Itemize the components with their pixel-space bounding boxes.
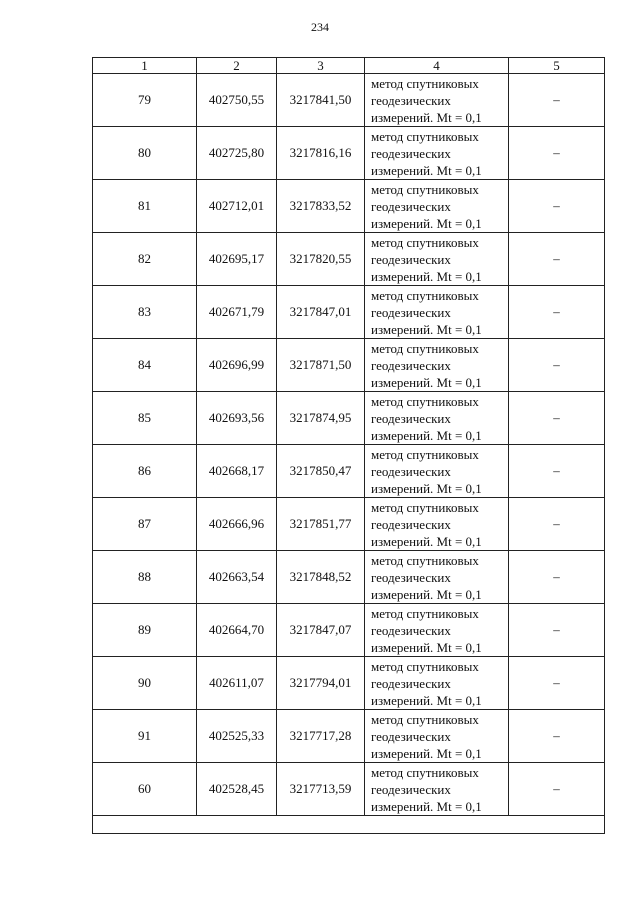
method-line: измерений. Mt = 0,1 [371, 798, 482, 814]
table-row [93, 180, 605, 233]
point-number-cell: 87 [93, 498, 197, 551]
x-coordinate-cell: 402525,33 [197, 710, 277, 763]
x-coordinate-cell: 402668,17 [197, 445, 277, 498]
x-coordinate-cell: 402712,01 [197, 180, 277, 233]
method-line: измерений. Mt = 0,1 [371, 268, 482, 284]
note-cell: – [509, 498, 605, 551]
point-number-cell: 90 [93, 657, 197, 710]
table-row [93, 657, 605, 710]
method-line: метод спутниковых [371, 128, 479, 144]
method-line: геодезических [371, 304, 451, 320]
point-number-cell: 86 [93, 445, 197, 498]
x-coordinate-cell: 402671,79 [197, 286, 277, 339]
table-body [93, 74, 605, 834]
method-cell [365, 339, 509, 392]
method-line: геодезических [371, 569, 451, 585]
y-coordinate-cell: 3217871,50 [277, 339, 365, 392]
method-line: измерений. Mt = 0,1 [371, 586, 482, 602]
note-cell: – [509, 286, 605, 339]
method-line: измерений. Mt = 0,1 [371, 692, 482, 708]
column-header: 2 [197, 58, 277, 74]
method-cell [365, 657, 509, 710]
note-cell: – [509, 551, 605, 604]
coordinates-table [92, 57, 605, 834]
method-line: геодезических [371, 463, 451, 479]
y-coordinate-cell: 3217841,50 [277, 74, 365, 127]
note-cell: – [509, 180, 605, 233]
method-line: геодезических [371, 92, 451, 108]
method-line: метод спутниковых [371, 340, 479, 356]
note-cell: – [509, 445, 605, 498]
table-row [93, 604, 605, 657]
method-line: метод спутниковых [371, 393, 479, 409]
y-coordinate-cell: 3217850,47 [277, 445, 365, 498]
point-number-cell: 81 [93, 180, 197, 233]
column-header: 5 [509, 58, 605, 74]
note-cell: – [509, 233, 605, 286]
method-line: геодезических [371, 198, 451, 214]
method-line: измерений. Mt = 0,1 [371, 215, 482, 231]
table-row [93, 286, 605, 339]
method-cell [365, 286, 509, 339]
x-coordinate-cell: 402693,56 [197, 392, 277, 445]
point-number-cell: 60 [93, 763, 197, 816]
method-line: геодезических [371, 410, 451, 426]
method-line: измерений. Mt = 0,1 [371, 109, 482, 125]
table-row [93, 392, 605, 445]
x-coordinate-cell: 402528,45 [197, 763, 277, 816]
x-coordinate-cell: 402611,07 [197, 657, 277, 710]
method-line: геодезических [371, 145, 451, 161]
table-row [93, 498, 605, 551]
x-coordinate-cell: 402664,70 [197, 604, 277, 657]
column-header: 4 [365, 58, 509, 74]
column-header: 1 [93, 58, 197, 74]
method-line: измерений. Mt = 0,1 [371, 374, 482, 390]
method-line: метод спутниковых [371, 605, 479, 621]
empty-cell [93, 816, 605, 834]
x-coordinate-cell: 402695,17 [197, 233, 277, 286]
page-number: 234 [311, 20, 329, 34]
y-coordinate-cell: 3217820,55 [277, 233, 365, 286]
note-cell: – [509, 392, 605, 445]
y-coordinate-cell: 3217717,28 [277, 710, 365, 763]
method-line: измерений. Mt = 0,1 [371, 162, 482, 178]
x-coordinate-cell: 402666,96 [197, 498, 277, 551]
method-line: метод спутниковых [371, 711, 479, 727]
method-line: метод спутниковых [371, 181, 479, 197]
method-line: геодезических [371, 516, 451, 532]
note-cell: – [509, 339, 605, 392]
method-line: измерений. Mt = 0,1 [371, 480, 482, 496]
note-cell: – [509, 710, 605, 763]
y-coordinate-cell: 3217816,16 [277, 127, 365, 180]
y-coordinate-cell: 3217794,01 [277, 657, 365, 710]
method-cell [365, 710, 509, 763]
method-cell [365, 763, 509, 816]
x-coordinate-cell: 402663,54 [197, 551, 277, 604]
table-header [93, 58, 605, 74]
table-row [93, 339, 605, 392]
method-line: измерений. Mt = 0,1 [371, 533, 482, 549]
method-line: метод спутниковых [371, 499, 479, 515]
method-line: метод спутниковых [371, 446, 479, 462]
note-cell: – [509, 74, 605, 127]
method-line: геодезических [371, 357, 451, 373]
column-header: 3 [277, 58, 365, 74]
method-cell [365, 498, 509, 551]
method-line: геодезических [371, 781, 451, 797]
method-cell [365, 551, 509, 604]
y-coordinate-cell: 3217847,07 [277, 604, 365, 657]
x-coordinate-cell: 402696,99 [197, 339, 277, 392]
method-cell [365, 233, 509, 286]
method-cell [365, 74, 509, 127]
note-cell: – [509, 657, 605, 710]
method-line: измерений. Mt = 0,1 [371, 639, 482, 655]
table-row [93, 74, 605, 127]
y-coordinate-cell: 3217713,59 [277, 763, 365, 816]
table-row [93, 551, 605, 604]
y-coordinate-cell: 3217847,01 [277, 286, 365, 339]
method-line: геодезических [371, 728, 451, 744]
method-line: метод спутниковых [371, 234, 479, 250]
table-row [93, 763, 605, 816]
point-number-cell: 91 [93, 710, 197, 763]
method-cell [365, 445, 509, 498]
point-number-cell: 85 [93, 392, 197, 445]
header-row [93, 58, 605, 74]
table-row [93, 233, 605, 286]
method-line: метод спутниковых [371, 552, 479, 568]
method-line: геодезических [371, 251, 451, 267]
table-row [93, 710, 605, 763]
note-cell: – [509, 604, 605, 657]
point-number-cell: 83 [93, 286, 197, 339]
y-coordinate-cell: 3217874,95 [277, 392, 365, 445]
table-row [93, 127, 605, 180]
point-number-cell: 89 [93, 604, 197, 657]
method-line: геодезических [371, 622, 451, 638]
point-number-cell: 82 [93, 233, 197, 286]
method-line: метод спутниковых [371, 764, 479, 780]
point-number-cell: 88 [93, 551, 197, 604]
point-number-cell: 84 [93, 339, 197, 392]
method-cell [365, 392, 509, 445]
note-cell: – [509, 127, 605, 180]
method-line: метод спутниковых [371, 287, 479, 303]
method-line: метод спутниковых [371, 75, 479, 91]
method-cell [365, 180, 509, 233]
y-coordinate-cell: 3217848,52 [277, 551, 365, 604]
method-cell [365, 127, 509, 180]
method-cell [365, 604, 509, 657]
point-number-cell: 80 [93, 127, 197, 180]
method-line: измерений. Mt = 0,1 [371, 427, 482, 443]
x-coordinate-cell: 402750,55 [197, 74, 277, 127]
y-coordinate-cell: 3217851,77 [277, 498, 365, 551]
point-number-cell: 79 [93, 74, 197, 127]
method-line: измерений. Mt = 0,1 [371, 745, 482, 761]
method-line: измерений. Mt = 0,1 [371, 321, 482, 337]
method-line: метод спутниковых [371, 658, 479, 674]
table-row [93, 445, 605, 498]
empty-row [93, 816, 605, 834]
note-cell: – [509, 763, 605, 816]
x-coordinate-cell: 402725,80 [197, 127, 277, 180]
y-coordinate-cell: 3217833,52 [277, 180, 365, 233]
method-line: геодезических [371, 675, 451, 691]
